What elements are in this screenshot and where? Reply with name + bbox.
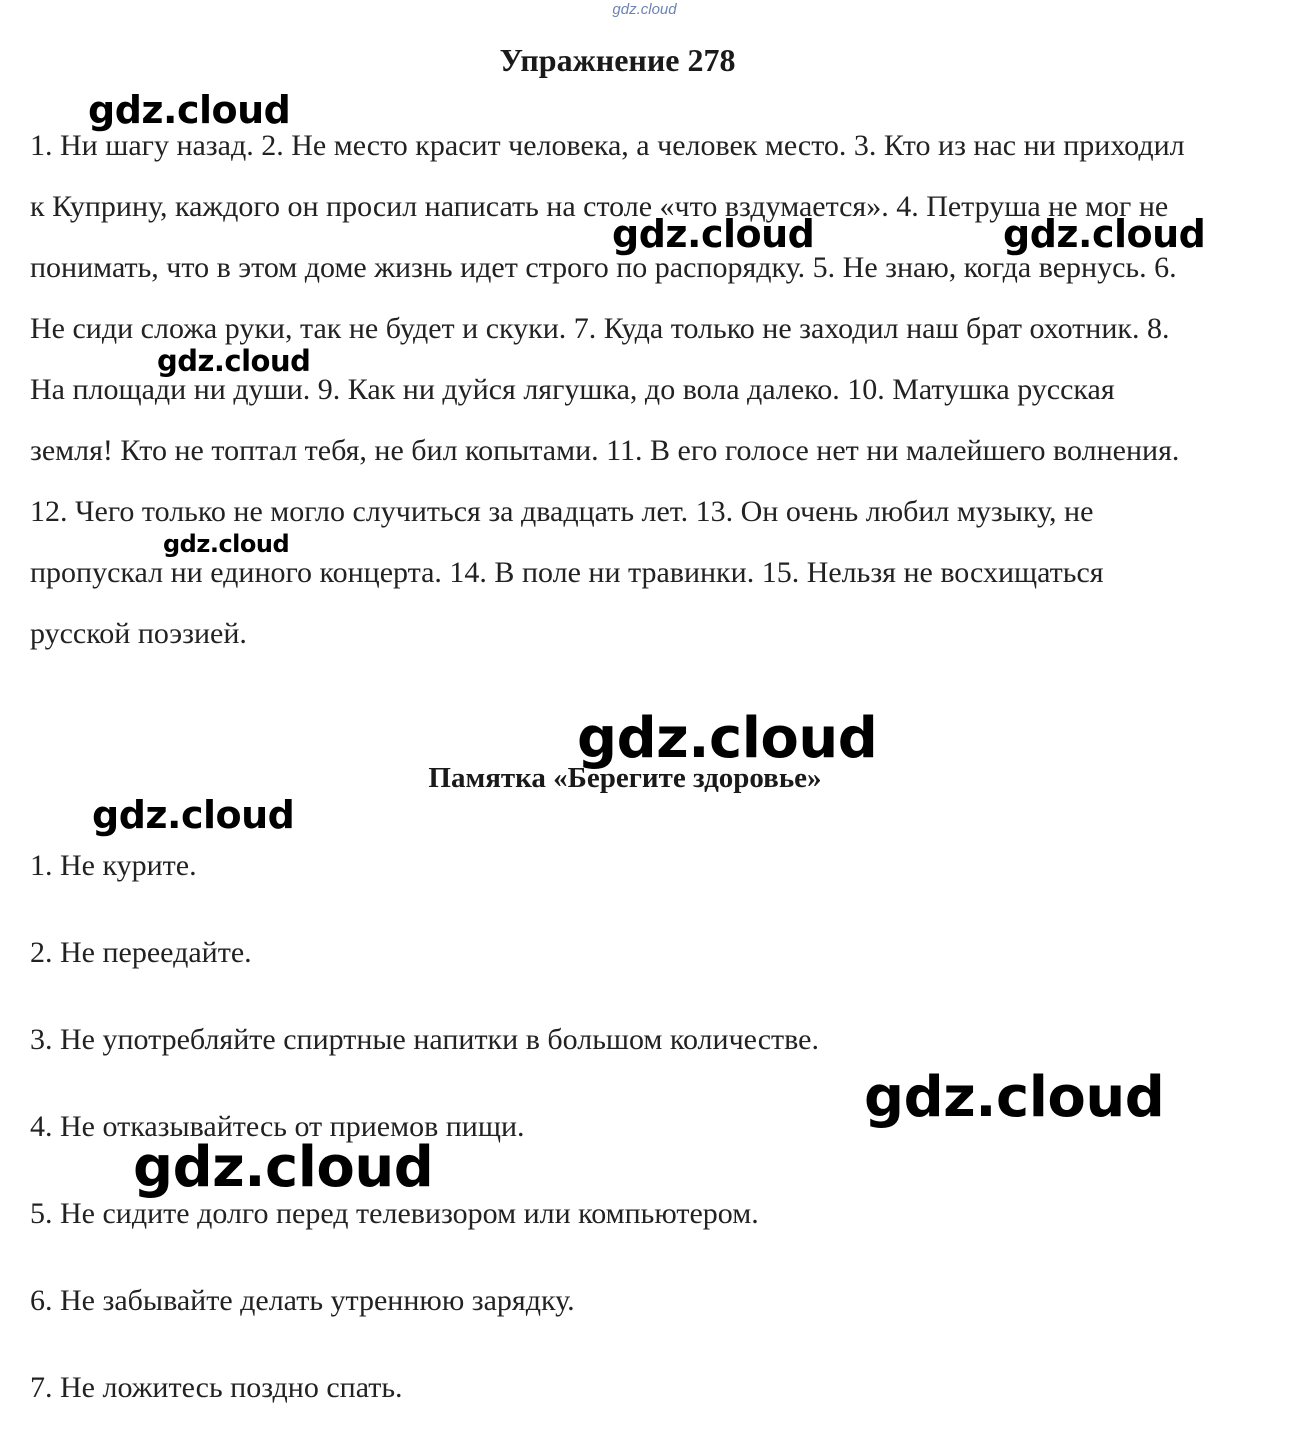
watermark: gdz.cloud: [88, 88, 291, 132]
watermark: gdz.cloud: [1003, 212, 1206, 256]
memo-item: 3. Не употребляйте спиртные напитки в большом количестве.: [30, 1023, 819, 1056]
watermark: gdz.cloud: [612, 212, 815, 256]
exercise-title: Упражнение 278: [499, 42, 736, 78]
memo-item: 5. Не сидите долго перед телевизором или компьютером.: [30, 1197, 759, 1230]
watermark: gdz.cloud: [577, 706, 878, 771]
watermark: gdz.cloud: [157, 344, 311, 378]
memo-item: 4. Не отказывайтесь от приемов пищи.: [30, 1110, 525, 1143]
site-watermark-top: gdz.cloud: [612, 1, 677, 18]
memo-item: 6. Не забывайте делать утреннюю зарядку.: [30, 1284, 575, 1317]
watermark: gdz.cloud: [133, 1135, 434, 1200]
watermark: gdz.cloud: [92, 793, 295, 837]
watermark: gdz.cloud: [163, 530, 290, 558]
memo-item: 7. Не ложитесь поздно спать.: [30, 1371, 403, 1404]
memo-title: Памятка «Берегите здоровье»: [428, 762, 822, 794]
memo-item: 2. Не переедайте.: [30, 936, 252, 969]
watermark: gdz.cloud: [864, 1065, 1165, 1130]
memo-item: 1. Не курите.: [30, 849, 197, 882]
exercise-text: 1. Ни шагу назад. 2. Не место красит человека, а человек место. 3. Кто из нас ни приходил к Куприну, каждого он просил написать на столе «что вздумается». 4. Петруша не мог не понимать, что в этом доме жизнь идет строго по распорядку. 5. Не знаю, когда вернусь. 6. Не сиди сложа руки, так не будет и скуки. 7. Куда только не заходил наш брат охотник. 8. На площади ни души. 9. Как ни дуйся лягушка, до вола далеко. 10. Матушка русская земля! Кто не топтал тебя, не бил копытами. 11. В его голосе нет ни малейшего волнения. 12. Чего только не могло случиться за двадцать лет. 13. Он очень любил музыку, не пропускал ни единого концерта. 14. В поле ни травинки. 15. Нельзя не восхищаться русской поэзией.: [30, 129, 1185, 650]
